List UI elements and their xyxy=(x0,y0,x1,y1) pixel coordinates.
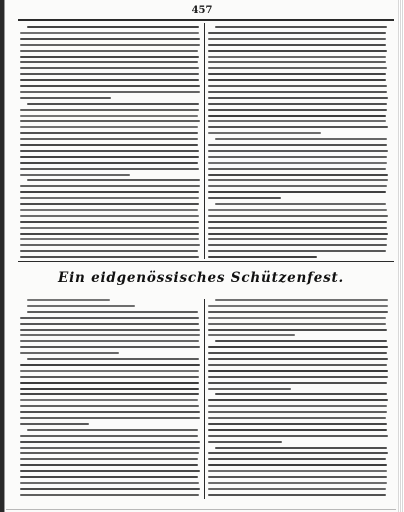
text-line xyxy=(20,352,119,354)
text-line xyxy=(20,323,199,325)
text-line xyxy=(208,120,386,122)
text-line xyxy=(208,215,388,217)
text-line xyxy=(208,44,386,46)
text-line xyxy=(208,399,388,401)
text-line xyxy=(20,67,199,69)
text-line xyxy=(20,244,200,246)
section-rule xyxy=(18,261,394,262)
text-line xyxy=(20,405,199,407)
text-line xyxy=(208,132,321,134)
text-line xyxy=(208,156,387,158)
text-line xyxy=(20,340,199,342)
text-line xyxy=(20,109,199,111)
text-line xyxy=(208,423,387,425)
text-line xyxy=(20,417,200,419)
text-line xyxy=(20,215,199,217)
text-line xyxy=(20,79,199,81)
text-line xyxy=(20,317,199,319)
text-line xyxy=(20,132,198,134)
page-number: 457 xyxy=(191,5,213,16)
text-line xyxy=(20,115,198,117)
text-line xyxy=(208,67,387,69)
text-line xyxy=(20,50,198,52)
text-line xyxy=(208,429,387,431)
text-line xyxy=(20,376,199,378)
text-line xyxy=(20,470,200,472)
text-line xyxy=(208,238,387,240)
text-line xyxy=(208,103,387,105)
text-line xyxy=(215,340,387,342)
text-line xyxy=(208,174,388,176)
text-line xyxy=(20,464,198,466)
text-line xyxy=(20,150,199,152)
text-line xyxy=(215,393,387,395)
text-line xyxy=(20,382,199,384)
text-line xyxy=(20,447,200,449)
text-line xyxy=(20,197,199,199)
text-line xyxy=(208,464,387,466)
text-line xyxy=(20,91,200,93)
text-line xyxy=(27,429,198,431)
text-line xyxy=(208,38,386,40)
column-right-bottom xyxy=(208,297,388,502)
text-line xyxy=(20,346,200,348)
text-line xyxy=(208,256,317,258)
text-line xyxy=(208,358,388,360)
text-line xyxy=(208,56,386,58)
text-line xyxy=(208,311,388,313)
text-line xyxy=(20,227,199,229)
text-line xyxy=(208,221,387,223)
text-line xyxy=(20,168,199,170)
text-line xyxy=(208,376,388,378)
text-line xyxy=(20,393,199,395)
text-line xyxy=(208,197,281,199)
text-line xyxy=(27,311,198,313)
text-line xyxy=(20,488,200,490)
text-line xyxy=(208,150,388,152)
text-line xyxy=(20,174,130,176)
article-headline: Ein eidgenössisches Schützenfest. xyxy=(57,270,345,286)
text-line xyxy=(208,126,388,128)
text-line xyxy=(208,334,295,336)
text-line xyxy=(208,452,388,454)
binding-shadow xyxy=(4,0,5,512)
text-line xyxy=(20,32,199,34)
text-line xyxy=(20,209,198,211)
text-line xyxy=(208,470,387,472)
text-line xyxy=(27,26,199,28)
text-line xyxy=(20,435,198,437)
text-line xyxy=(20,38,200,40)
text-line xyxy=(208,79,386,81)
text-line xyxy=(208,435,388,437)
text-line xyxy=(20,423,89,425)
text-line xyxy=(208,482,387,484)
text-line xyxy=(20,482,199,484)
text-line xyxy=(208,97,388,99)
text-line xyxy=(208,61,386,63)
text-line xyxy=(208,305,388,307)
column-right-top xyxy=(208,24,388,260)
text-line xyxy=(20,238,199,240)
text-line xyxy=(20,476,198,478)
text-line xyxy=(20,233,199,235)
text-line xyxy=(20,126,198,128)
text-line xyxy=(20,221,199,223)
text-line xyxy=(20,452,199,454)
text-line xyxy=(208,346,388,348)
text-line xyxy=(208,323,386,325)
text-line xyxy=(208,233,388,235)
text-line xyxy=(208,458,386,460)
text-line xyxy=(208,250,386,252)
text-line xyxy=(208,179,388,181)
text-line xyxy=(20,250,198,252)
text-line xyxy=(20,138,198,140)
text-line xyxy=(208,244,387,246)
text-line xyxy=(215,299,388,301)
text-line xyxy=(20,156,199,158)
text-line xyxy=(20,61,198,63)
text-line xyxy=(208,91,387,93)
text-line xyxy=(208,32,386,34)
text-line xyxy=(20,370,199,372)
text-line xyxy=(20,388,199,390)
text-line xyxy=(208,352,387,354)
text-line xyxy=(20,334,200,336)
page-stack-edge xyxy=(398,0,404,512)
text-line xyxy=(215,26,387,28)
text-line xyxy=(20,364,200,366)
text-line xyxy=(20,494,199,496)
text-line xyxy=(208,185,387,187)
text-line xyxy=(20,120,200,122)
text-line xyxy=(20,441,200,443)
text-line xyxy=(208,494,386,496)
column-divider-top xyxy=(204,23,205,259)
text-line xyxy=(208,382,387,384)
text-line xyxy=(20,256,199,258)
text-line xyxy=(208,417,386,419)
text-line xyxy=(208,50,387,52)
text-line xyxy=(215,138,387,140)
text-line xyxy=(208,115,386,117)
text-line xyxy=(27,103,199,105)
header-rule xyxy=(18,19,394,21)
text-line xyxy=(208,144,387,146)
text-line xyxy=(208,109,387,111)
text-line xyxy=(20,411,200,413)
text-line xyxy=(208,329,387,331)
text-line xyxy=(20,56,199,58)
text-line xyxy=(208,162,387,164)
text-line xyxy=(20,44,200,46)
text-line xyxy=(20,329,200,331)
text-line xyxy=(208,73,386,75)
text-line xyxy=(208,411,387,413)
text-line xyxy=(208,370,388,372)
text-line xyxy=(27,358,199,360)
column-left-top xyxy=(20,24,200,260)
text-line xyxy=(215,203,386,205)
column-left-bottom xyxy=(20,297,200,502)
text-line xyxy=(208,227,387,229)
text-line xyxy=(27,305,135,307)
text-line xyxy=(208,476,387,478)
text-line xyxy=(208,441,282,443)
text-line xyxy=(20,85,200,87)
text-line xyxy=(208,388,291,390)
page-bottom-edge xyxy=(6,509,396,510)
text-line xyxy=(20,97,111,99)
text-line xyxy=(208,405,387,407)
column-divider-bottom xyxy=(204,299,205,499)
text-line xyxy=(20,203,199,205)
text-line xyxy=(20,73,199,75)
text-line xyxy=(20,191,199,193)
text-line xyxy=(20,399,198,401)
text-line xyxy=(20,144,198,146)
text-line xyxy=(208,168,386,170)
text-line xyxy=(208,488,386,490)
text-line xyxy=(208,364,387,366)
text-line xyxy=(20,162,198,164)
text-line xyxy=(208,209,387,211)
text-line xyxy=(208,85,387,87)
text-line xyxy=(215,447,387,449)
text-line xyxy=(208,317,386,319)
text-line xyxy=(20,185,200,187)
text-line xyxy=(27,299,110,301)
text-line xyxy=(27,179,200,181)
text-line xyxy=(208,191,386,193)
text-line xyxy=(20,458,198,460)
